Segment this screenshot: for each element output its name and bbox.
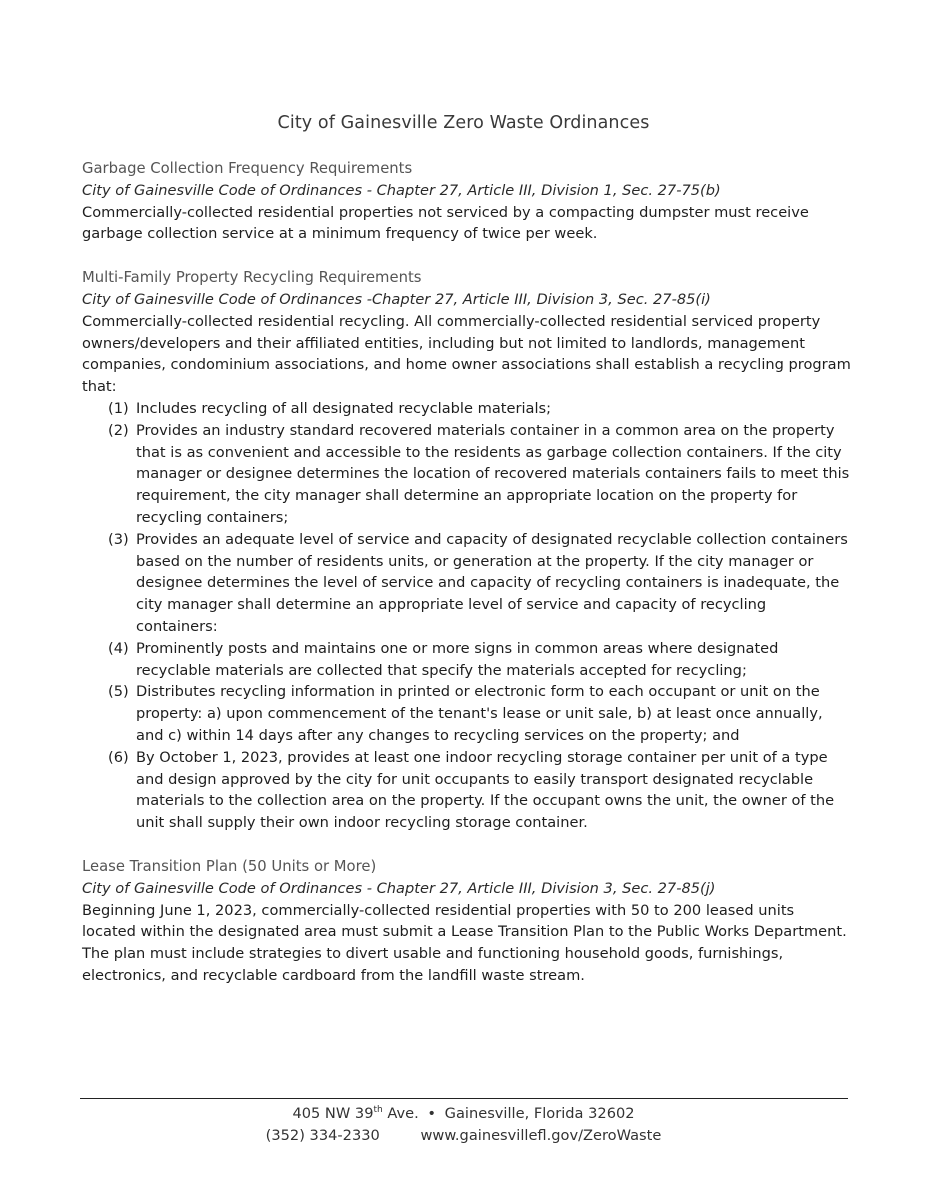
section-multifamily-recycling bbox=[82, 267, 852, 834]
section-body: Commercially-collected residential recycling. All commercially-collected residential serviced property owners/developers and their affiliated entities, including but not limited to landlords, management companies, condominium associations, and home owner associations shall establish a recycling program that: bbox=[82, 312, 851, 396]
section-citation: City of Gainesville Code of Ordinances -Chapter 27, Article III, Division 3, Sec. 27-85(i) bbox=[82, 290, 711, 308]
list-item-text: Distributes recycling information in printed or electronic form to each occupant or unit on the property: a) upon commencement of the tenant's lease or unit sale, b) at least once annually, and c) within 14 days after any changes to recycling services on the property; and bbox=[136, 683, 823, 744]
section-heading: Lease Transition Plan (50 Units or More) bbox=[82, 857, 377, 875]
footer-divider bbox=[80, 1098, 848, 1099]
list-item-number: (2) bbox=[108, 421, 129, 439]
footer-address-line bbox=[0, 1103, 927, 1125]
footer-city-state-zip: Gainesville, Florida 32602 bbox=[444, 1105, 635, 1122]
section-heading: Multi-Family Property Recycling Requirements bbox=[82, 269, 422, 287]
list-item-number: (1) bbox=[108, 399, 129, 417]
page-title: City of Gainesville Zero Waste Ordinances bbox=[277, 113, 650, 133]
section-garbage-collection bbox=[82, 158, 852, 245]
footer-phone: (352) 334-2330 bbox=[265, 1127, 380, 1144]
footer bbox=[0, 1103, 927, 1147]
list-item bbox=[82, 529, 852, 638]
section-body: Beginning June 1, 2023, commercially-collected residential properties with 50 to 200 leased units located within the designated area must submit a Lease Transition Plan to the Public Works Department. The plan must include strategies to divert usable and functioning household goods, furnishings, electronics, and recyclable cardboard from the landfill waste stream. bbox=[82, 901, 847, 984]
list-item bbox=[82, 638, 852, 682]
list-item-number: (5) bbox=[108, 683, 129, 701]
footer-street-number: 405 NW 39 bbox=[292, 1105, 374, 1122]
section-heading: Garbage Collection Frequency Requirements bbox=[82, 160, 413, 177]
list-item bbox=[82, 681, 852, 746]
list-item bbox=[82, 747, 852, 834]
footer-contact-line bbox=[0, 1125, 927, 1147]
section-body: Commercially-collected residential properties not serviced by a compacting dumpster must receive garbage collection service at a minimum frequency of twice per week. bbox=[82, 203, 809, 243]
footer-website-link[interactable]: www.gainesvillefl.gov/ZeroWaste bbox=[420, 1127, 662, 1144]
list-item bbox=[82, 420, 852, 529]
list-item-number: (3) bbox=[108, 530, 129, 548]
list-item-text: Includes recycling of all designated recyclable materials; bbox=[136, 399, 552, 417]
footer-street-suffix: th bbox=[373, 1105, 383, 1116]
section-citation: City of Gainesville Code of Ordinances - Chapter 27, Article III, Division 3, Sec. 27-85(j) bbox=[82, 879, 716, 897]
list-item-text: By October 1, 2023, provides at least one indoor recycling storage container per unit of a type and design approved by the city for unit occupants to easily transport designated recyclable materials to the collection area on the property. If the occupant owns the unit, the owner of the unit shall supply their own indoor recycling storage container. bbox=[136, 748, 835, 832]
section-citation: City of Gainesville Code of Ordinances - Chapter 27, Article III, Division 1, Sec. 27-75(b) bbox=[82, 181, 721, 199]
list-item-number: (4) bbox=[108, 639, 129, 657]
footer-street-rest: Ave. bbox=[382, 1105, 419, 1122]
list-item-text: Provides an industry standard recovered materials container in a common area on the property that is as convenient and accessible to the residents as garbage collection containers. If the city manager or designee determines the location of recovered materials containers fails to meet this requirement, the city manager shall determine an appropriate location on the property for recycling containers; bbox=[136, 421, 850, 526]
list-item-number: (6) bbox=[108, 748, 129, 766]
document-body bbox=[82, 158, 852, 1009]
requirements-list bbox=[82, 398, 852, 834]
section-lease-transition bbox=[82, 856, 852, 987]
list-item bbox=[82, 398, 852, 420]
footer-separator: • bbox=[427, 1105, 437, 1122]
list-item-text: Prominently posts and maintains one or more signs in common areas where designated recyclable materials are collected that specify the materials accepted for recycling; bbox=[136, 639, 779, 679]
list-item-text: Provides an adequate level of service and capacity of designated recyclable collection containers based on the number of residents units, or generation at the property. If the city manager or designee determines the level of service and capacity of recycling containers is inadequate, the city manager shall determine an appropriate level of service and capacity of recycling containers: bbox=[136, 530, 848, 635]
